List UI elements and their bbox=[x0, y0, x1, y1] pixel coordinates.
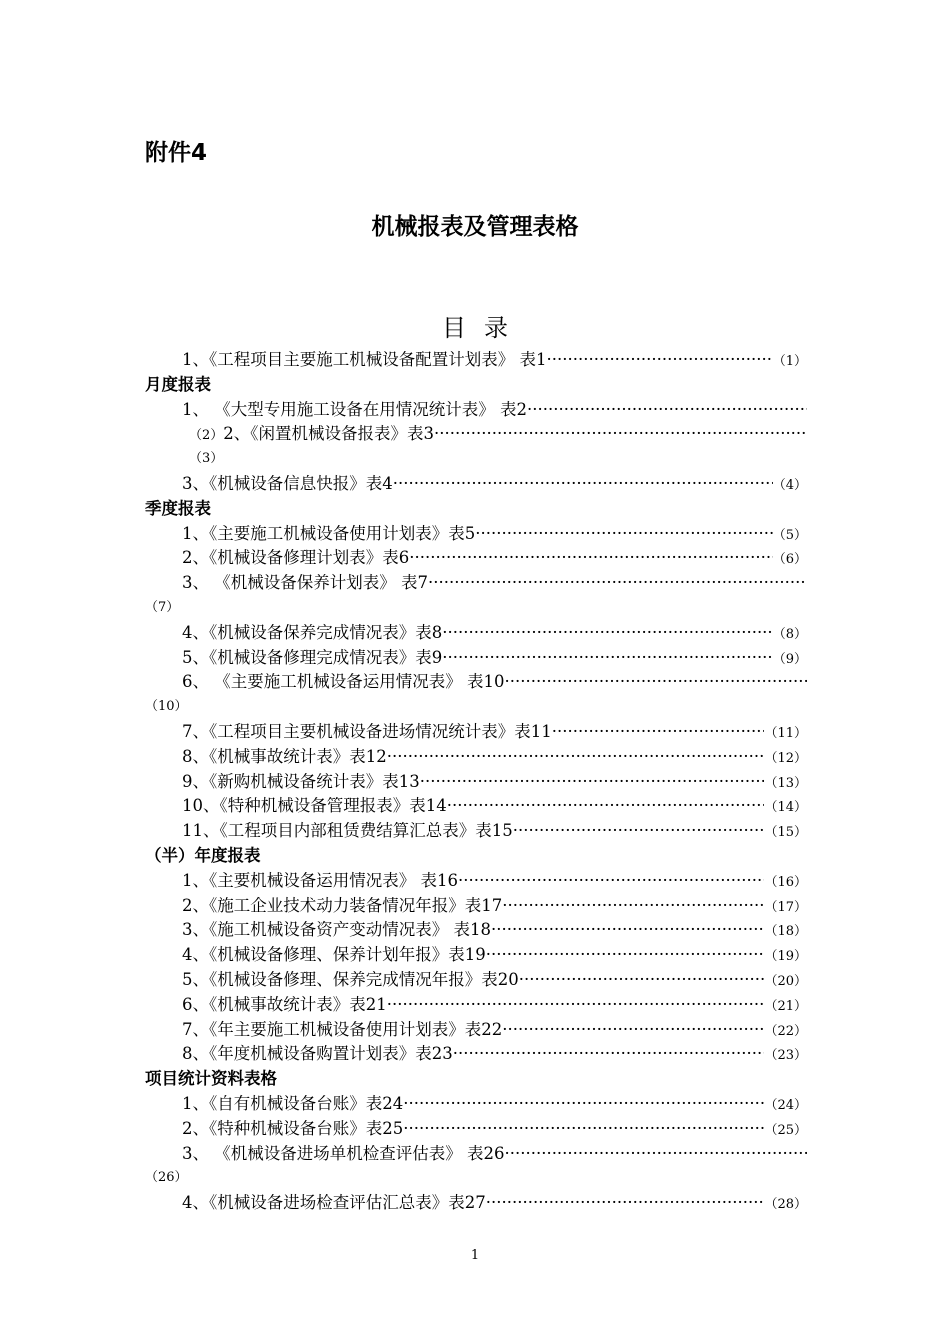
toc-entry-page: （24） bbox=[764, 1097, 807, 1113]
toc-entry-page: （11） bbox=[764, 725, 807, 741]
toc-entry-page: （28） bbox=[764, 1197, 807, 1213]
toc-entry-label: 4、《机械设备保养完成情况表》表8 bbox=[182, 622, 443, 642]
toc-entry-label: 1、《自有机械设备台账》表24 bbox=[182, 1093, 404, 1113]
toc-entry[interactable] bbox=[145, 1018, 807, 1043]
toc-entry-label: 10、《特种机械设备管理报表》表14 bbox=[182, 796, 447, 816]
toc-entry-label: 3、《施工机械设备资产变动情况表》 表18 bbox=[182, 920, 491, 940]
toc-entry-page: （3） bbox=[189, 451, 224, 467]
toc-entry-page: （21） bbox=[764, 998, 807, 1014]
dot-leader bbox=[387, 993, 765, 1018]
toc-heading: 目录 bbox=[442, 314, 526, 342]
dot-leader bbox=[447, 794, 765, 819]
toc-entry-page: （19） bbox=[764, 949, 807, 965]
toc-entry-page: （8） bbox=[772, 626, 807, 642]
toc-entry-page: （7） bbox=[145, 599, 180, 615]
toc-entry-label: 9、《新购机械设备统计表》表13 bbox=[182, 771, 420, 791]
toc-section-heading: （半）年度报表 bbox=[145, 845, 261, 865]
toc-entry[interactable] bbox=[145, 745, 807, 770]
dot-leader bbox=[453, 1042, 765, 1067]
dot-leader bbox=[519, 968, 765, 993]
dot-leader bbox=[513, 819, 765, 844]
toc-entry-label: 8、《年度机械设备购置计划表》表23 bbox=[182, 1044, 453, 1064]
toc-entry-label: 2、《机械设备修理计划表》表6 bbox=[182, 548, 410, 568]
toc-entry[interactable] bbox=[145, 943, 807, 968]
toc-entry-page: （10） bbox=[145, 699, 188, 715]
dot-leader bbox=[527, 398, 807, 423]
toc-entry-label: 3、 《机械设备保养计划表》 表7 bbox=[182, 573, 428, 593]
toc-entry-page: （20） bbox=[764, 973, 807, 989]
dot-leader bbox=[442, 646, 772, 671]
toc-entry[interactable] bbox=[145, 869, 807, 894]
dot-leader bbox=[403, 1092, 764, 1117]
toc-entry-label: 5、《机械设备修理、保养完成情况年报》表20 bbox=[182, 969, 519, 989]
toc-entry-page: （2） bbox=[189, 428, 224, 444]
toc-entry[interactable] bbox=[145, 522, 807, 547]
toc-entry-page: （17） bbox=[764, 899, 807, 915]
toc-entry-page: （18） bbox=[764, 924, 807, 940]
toc-section-heading: 项目统计资料表格 bbox=[145, 1069, 277, 1089]
dot-leader bbox=[502, 894, 764, 919]
toc-entry-page: （14） bbox=[764, 800, 807, 816]
dot-leader bbox=[491, 918, 764, 943]
toc-entry[interactable] bbox=[145, 894, 807, 919]
toc-entry-page: （13） bbox=[764, 775, 807, 791]
toc-entry-page: （9） bbox=[772, 651, 807, 667]
toc-entry[interactable] bbox=[145, 422, 807, 447]
attachment-label: 附件4 bbox=[145, 140, 208, 166]
toc-entry-label: 2、《闲置机械设备报表》表3 bbox=[223, 424, 435, 444]
toc-entry-label: 3、 《机械设备进场单机检查评估表》 表26 bbox=[182, 1143, 505, 1163]
toc-entry[interactable] bbox=[145, 348, 807, 373]
toc-entry-page: （6） bbox=[772, 552, 807, 568]
dot-leader bbox=[387, 745, 765, 770]
dot-leader bbox=[547, 348, 773, 373]
dot-leader bbox=[552, 720, 765, 745]
toc-entry[interactable] bbox=[145, 918, 807, 943]
toc-entry-page: （16） bbox=[764, 874, 807, 890]
dot-leader bbox=[428, 571, 807, 596]
toc-entry-page: （26） bbox=[145, 1170, 188, 1186]
toc-entry[interactable] bbox=[145, 1142, 807, 1167]
toc-section-heading: 季度报表 bbox=[145, 498, 211, 518]
page-number: 1 bbox=[470, 1248, 480, 1263]
toc-entry[interactable] bbox=[145, 571, 807, 596]
dot-leader bbox=[475, 522, 772, 547]
toc-section-heading: 月度报表 bbox=[145, 374, 211, 394]
toc-entry-page: （23） bbox=[764, 1048, 807, 1064]
dot-leader bbox=[434, 422, 807, 447]
toc-entry-label: 2、《施工企业技术动力装备情况年报》表17 bbox=[182, 895, 503, 915]
toc-entry[interactable] bbox=[145, 770, 807, 795]
dot-leader bbox=[393, 472, 773, 497]
toc-entry[interactable] bbox=[145, 819, 807, 844]
toc-entry-label: 7、《年主要施工机械设备使用计划表》表22 bbox=[182, 1019, 503, 1039]
dot-leader bbox=[486, 943, 765, 968]
toc-entry[interactable] bbox=[145, 1117, 807, 1142]
dot-leader bbox=[502, 1018, 764, 1043]
table-of-contents bbox=[145, 348, 807, 1216]
toc-entry-label: 1、《主要施工机械设备使用计划表》表5 bbox=[182, 523, 476, 543]
toc-entry[interactable] bbox=[145, 670, 807, 695]
toc-entry-label: 11、《工程项目内部租赁费结算汇总表》表15 bbox=[182, 821, 513, 841]
toc-entry-label: 2、《特种机械设备台账》表25 bbox=[182, 1118, 404, 1138]
toc-entry-page: （5） bbox=[772, 527, 807, 543]
toc-entry[interactable] bbox=[145, 398, 807, 423]
toc-entry-label: 6、 《主要施工机械设备运用情况表》 表10 bbox=[182, 672, 505, 692]
toc-entry[interactable] bbox=[145, 720, 807, 745]
dot-leader bbox=[420, 770, 765, 795]
toc-entry[interactable] bbox=[145, 621, 807, 646]
toc-entry[interactable] bbox=[145, 1092, 807, 1117]
dot-leader bbox=[409, 546, 772, 571]
toc-entry[interactable] bbox=[145, 472, 807, 497]
toc-entry[interactable] bbox=[145, 1042, 807, 1067]
toc-entry[interactable] bbox=[145, 646, 807, 671]
toc-entry-label: 3、《机械设备信息快报》表4 bbox=[182, 473, 393, 493]
toc-entry-label: 1、《主要机械设备运用情况表》 表16 bbox=[182, 870, 458, 890]
dot-leader bbox=[504, 1142, 807, 1167]
dot-leader bbox=[403, 1117, 764, 1142]
toc-entry-label: 6、《机械事故统计表》表21 bbox=[182, 994, 387, 1014]
document-title: 机械报表及管理表格 bbox=[371, 214, 579, 240]
toc-entry-page: （25） bbox=[764, 1122, 807, 1138]
toc-entry-label: 4、《机械设备修理、保养计划年报》表19 bbox=[182, 945, 486, 965]
toc-entry[interactable] bbox=[145, 794, 807, 819]
dot-leader bbox=[504, 670, 807, 695]
toc-entry-page: （22） bbox=[764, 1023, 807, 1039]
toc-entry-label: 7、《工程项目主要机械设备进场情况统计表》表11 bbox=[182, 721, 552, 741]
toc-entry-label: 1、 《大型专用施工设备在用情况统计表》 表2 bbox=[182, 399, 527, 419]
toc-entry-page: （4） bbox=[772, 477, 807, 493]
toc-entry-page: （12） bbox=[764, 750, 807, 766]
toc-entry-label: 1、《工程项目主要施工机械设备配置计划表》 表1 bbox=[182, 350, 547, 369]
dot-leader bbox=[486, 1191, 765, 1216]
toc-entry-label: 4、《机械设备进场检查评估汇总表》表27 bbox=[182, 1193, 486, 1213]
toc-entry-page: （15） bbox=[764, 825, 807, 841]
dot-leader bbox=[442, 621, 772, 646]
toc-entry-label: 5、《机械设备修理完成情况表》表9 bbox=[182, 647, 443, 667]
toc-entry[interactable] bbox=[145, 993, 807, 1018]
toc-entry[interactable] bbox=[145, 968, 807, 993]
toc-entry-label: 8、《机械事故统计表》表12 bbox=[182, 746, 387, 766]
dot-leader bbox=[458, 869, 764, 894]
toc-entry[interactable] bbox=[145, 546, 807, 571]
toc-entry-page: （1） bbox=[772, 354, 807, 369]
toc-entry[interactable] bbox=[145, 1191, 807, 1216]
